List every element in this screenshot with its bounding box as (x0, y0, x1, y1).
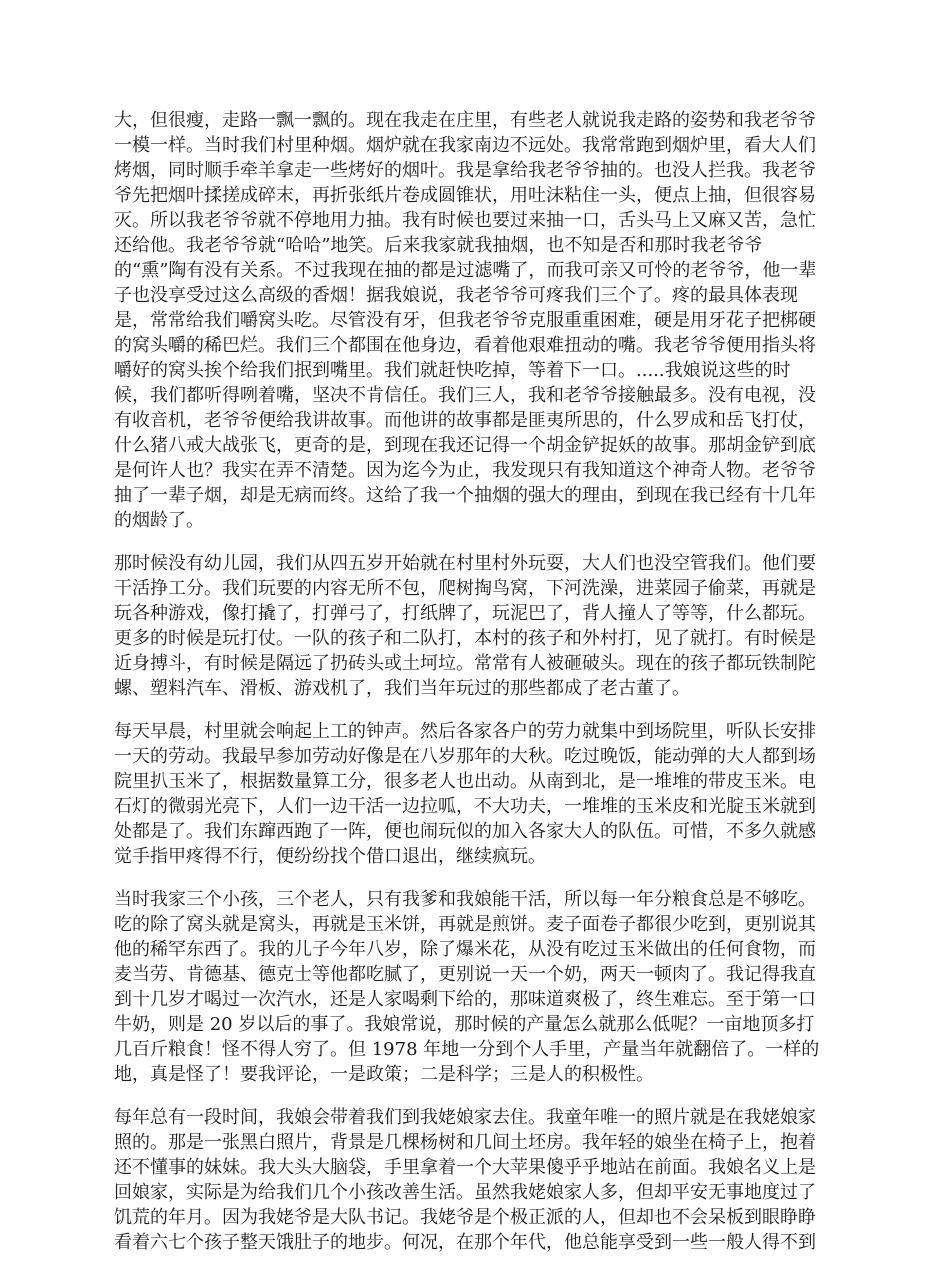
text-line: 更多的时候是玩打仗。一队的孩子和二队打，本村的孩子和外村打，见了就打。有时候是 (114, 628, 816, 649)
text-line: 觉手指甲疼得不行，便纷纷找个借口退出，继续疯玩。 (114, 846, 546, 867)
text-line: 什么猪八戒大战张飞，更奇的是，到现在我还记得一个胡金铲捉妖的故事。那胡金铲到底 (114, 435, 816, 456)
text-line: 的窝头嚼的稀巴烂。我们三个都围在他身边，看着他艰难扭动的嘴。我老爷爷便用指头将 (114, 335, 816, 356)
text-line: 是何许人也？我实在弄不清楚。因为迄今为止，我发现只有我知道这个神奇人物。老爷爷 (114, 460, 816, 481)
text-line: 院里扒玉米了，根据数量算工分，很多老人也出动。从南到北，是一堆堆的带皮玉米。电 (114, 771, 816, 792)
text-line: 一天的劳动。我最早参加劳动好像是在八岁那年的大秋。吃过晚饭，能动弹的大人都到场 (114, 746, 816, 767)
text-line: 看着六七个孩子整天饿肚子的地步。何况，在那个年代，他总能享受到一些一般人得不到 (114, 1232, 816, 1253)
text-line: 几百斤粮食！怪不得人穷了。但 1978 年地一分到个人手里，产量当年就翻倍了。一样的 (114, 1039, 820, 1060)
text-line: 每天早晨，村里就会响起上工的钟声。然后各家各户的劳力就集中到场院里，听队长安排 (114, 721, 816, 742)
text-line: 还不懂事的妹妹。我大头大脑袋，手里拿着一个大苹果傻乎乎地站在前面。我娘名义上是 (114, 1157, 816, 1178)
text-line: 螺、塑料汽车、滑板、游戏机了，我们当年玩过的那些都成了老古董了。 (114, 678, 690, 699)
text-line: 吃的除了窝头就是窝头，再就是玉米饼，再就是煎饼。麦子面卷子都很少吃到，更别说其 (114, 914, 816, 935)
text-line: 每年总有一段时间，我娘会带着我们到我姥娘家去住。我童年唯一的照片就是在我姥娘家 (114, 1107, 816, 1128)
text-line: 玩各种游戏，像打撬了，打弹弓了，打纸牌了，玩泥巴了，背人撞人了等等，什么都玩。 (114, 603, 816, 624)
text-line: 的“熏”陶有没有关系。不过我现在抽的都是过滤嘴了，而我可亲又可怜的老爷爷，他一辈 (114, 260, 817, 281)
document-page (114, 108, 838, 1273)
text-line: 石灯的微弱光亮下，人们一边干活一边拉呱，不大功夫，一堆堆的玉米皮和光腚玉米就到 (114, 796, 816, 817)
text-line: 到十几岁才喝过一次汽水，还是人家喝剩下给的，那味道爽极了，终生难忘。至于第一口 (114, 989, 816, 1010)
text-line: 近身搏斗，有时候是隔远了扔砖头或土坷垃。常常有人被砸破头。现在的孩子都玩铁制陀 (114, 653, 816, 674)
text-line: 处都是了。我们东蹿西跑了一阵，便也闹玩似的加入各家大人的队伍。可惜，不多久就感 (114, 821, 816, 842)
text-line: 麦当劳、肯德基、德克士等他都吃腻了，更别说一天一个奶，两天一顿肉了。我记得我直 (114, 964, 816, 985)
text-line: 还给他。我老爷爷就“哈哈”地笑。后来我家就我抽烟，也不知是否和那时我老爷爷 (114, 235, 763, 256)
body-paragraph (114, 108, 838, 533)
text-line: 大，但很瘦，走路一飘一飘的。现在我走在庄里，有些老人就说我走路的姿势和我老爷爷 (114, 110, 816, 131)
text-line: 他的稀罕东西了。我的儿子今年八岁，除了爆米花，从没有吃过玉米做出的任何食物，而 (114, 939, 816, 960)
text-line: 子也没享受过这么高级的香烟！据我娘说，我老爷爷可疼我们三个了。疼的最具体表现 (114, 285, 798, 306)
body-paragraph (114, 1105, 838, 1255)
text-line: 候，我们都听得咧着嘴，坚决不肯信任。我们三人，我和老爷爷接触最多。没有电视，没 (114, 385, 816, 406)
text-line: 嚼好的窝头挨个给我们抿到嘴里。我们就赶快吃掉，等着下一口。.....我娘说这些的时 (114, 360, 791, 381)
text-line: 是，常常给我们嚼窝头吃。尽管没有牙，但我老爷爷克服重重困难，硬是用牙花子把梆硬 (114, 310, 816, 331)
body-paragraph (114, 551, 838, 701)
text-line: 那时候没有幼儿园，我们从四五岁开始就在村里村外玩耍，大人们也没空管我们。他们要 (114, 553, 816, 574)
text-line: 抽了一辈子烟，却是无病而终。这给了我一个抽烟的强大的理由，到现在我已经有十几年 (114, 485, 816, 506)
body-paragraph (114, 719, 838, 869)
body-paragraph (114, 887, 838, 1087)
text-line: 饥荒的年月。因为我姥爷是大队书记。我姥爷是个极正派的人，但却也不会呆板到眼睁睁 (114, 1207, 816, 1228)
text-line: 的烟龄了。 (114, 510, 204, 531)
text-line: 爷先把烟叶揉搓成碎末，再折张纸片卷成圆锥状，用吐沫粘住一头，便点上抽，但很容易 (114, 185, 816, 206)
text-line: 照的。那是一张黑白照片，背景是几棵杨树和几间土坯房。我年轻的娘坐在椅子上，抱着 (114, 1132, 816, 1153)
text-line: 回娘家，实际是为给我们几个小孩改善生活。虽然我姥娘家人多，但却平安无事地度过了 (114, 1182, 816, 1203)
text-line: 地，真是怪了！要我评论，一是政策；二是科学；三是人的积极性。 (114, 1064, 654, 1085)
text-line: 灭。所以我老爷爷就不停地用力抽。我有时候也要过来抽一口，舌头马上又麻又苦，急忙 (114, 210, 816, 231)
text-line: 烤烟，同时顺手牵羊拿走一些烤好的烟叶。我是拿给我老爷爷抽的。也没人拦我。我老爷 (114, 160, 816, 181)
text-line: 当时我家三个小孩，三个老人，只有我爹和我娘能干活，所以每一年分粮食总是不够吃。 (114, 889, 816, 910)
text-line: 干活挣工分。我们玩要的内容无所不包，爬树掏鸟窝，下河洗澡，进菜园子偷菜，再就是 (114, 578, 816, 599)
text-line: 牛奶，则是 20 岁以后的事了。我娘常说，那时候的产量怎么就那么低呢？一亩地顶多打 (114, 1014, 815, 1035)
text-line: 有收音机，老爷爷便给我讲故事。而他讲的故事都是匪夷所思的，什么罗成和岳飞打仗， (114, 410, 816, 431)
text-line: 一模一样。当时我们村里种烟。烟炉就在我家南边不远处。我常常跑到烟炉里，看大人们 (114, 135, 816, 156)
